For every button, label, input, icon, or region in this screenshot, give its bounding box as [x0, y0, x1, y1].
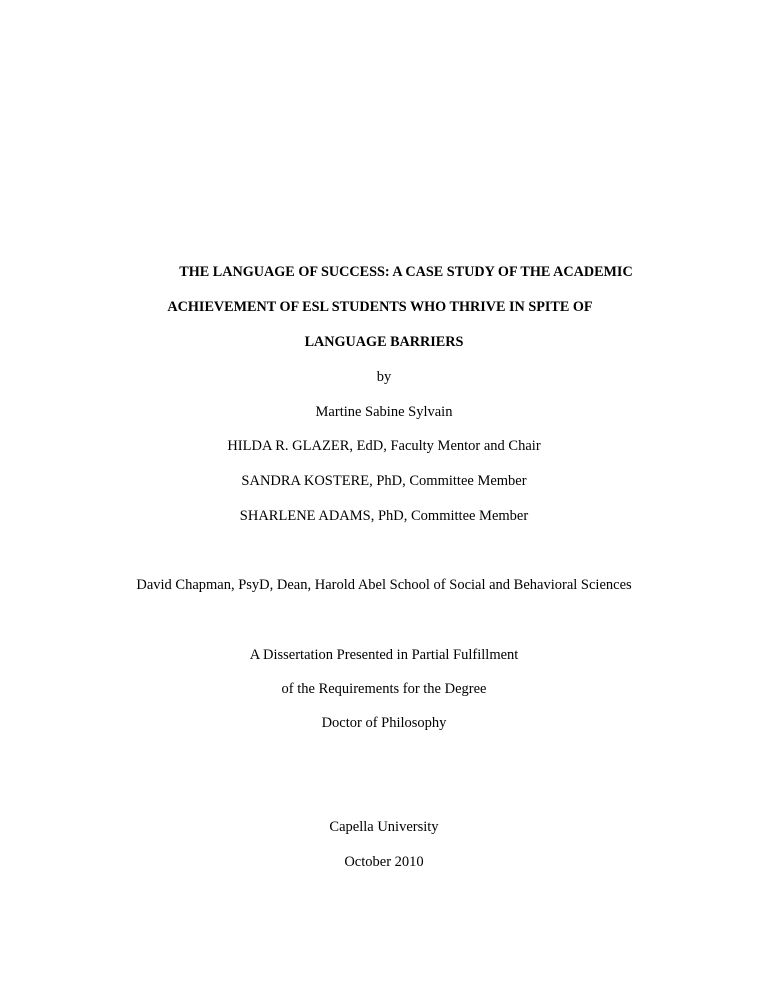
presentation-line-2: of the Requirements for the Degree	[281, 681, 487, 697]
author-name: Martine Sabine Sylvain	[315, 404, 453, 420]
presentation-line-1: A Dissertation Presented in Partial Fulfillment	[249, 647, 519, 663]
title-line-3: LANGUAGE BARRIERS	[304, 334, 464, 350]
title-line-1: THE LANGUAGE OF SUCCESS: A CASE STUDY OF THE ACADEMIC	[179, 264, 633, 280]
degree-name: Doctor of Philosophy	[321, 715, 447, 731]
title-line-2: ACHIEVEMENT OF ESL STUDENTS WHO THRIVE IN SPITE OF	[167, 299, 593, 315]
by-label: by	[376, 369, 392, 385]
committee-member-2: SHARLENE ADAMS, PhD, Committee Member	[239, 508, 529, 524]
dean-line: David Chapman, PsyD, Dean, Harold Abel School of Social and Behavioral Sciences	[136, 577, 632, 593]
submission-date: October 2010	[344, 854, 424, 870]
committee-member-1: SANDRA KOSTERE, PhD, Committee Member	[241, 473, 527, 489]
institution-name: Capella University	[329, 819, 439, 835]
committee-chair: HILDA R. GLAZER, EdD, Faculty Mentor and Chair	[227, 438, 541, 454]
